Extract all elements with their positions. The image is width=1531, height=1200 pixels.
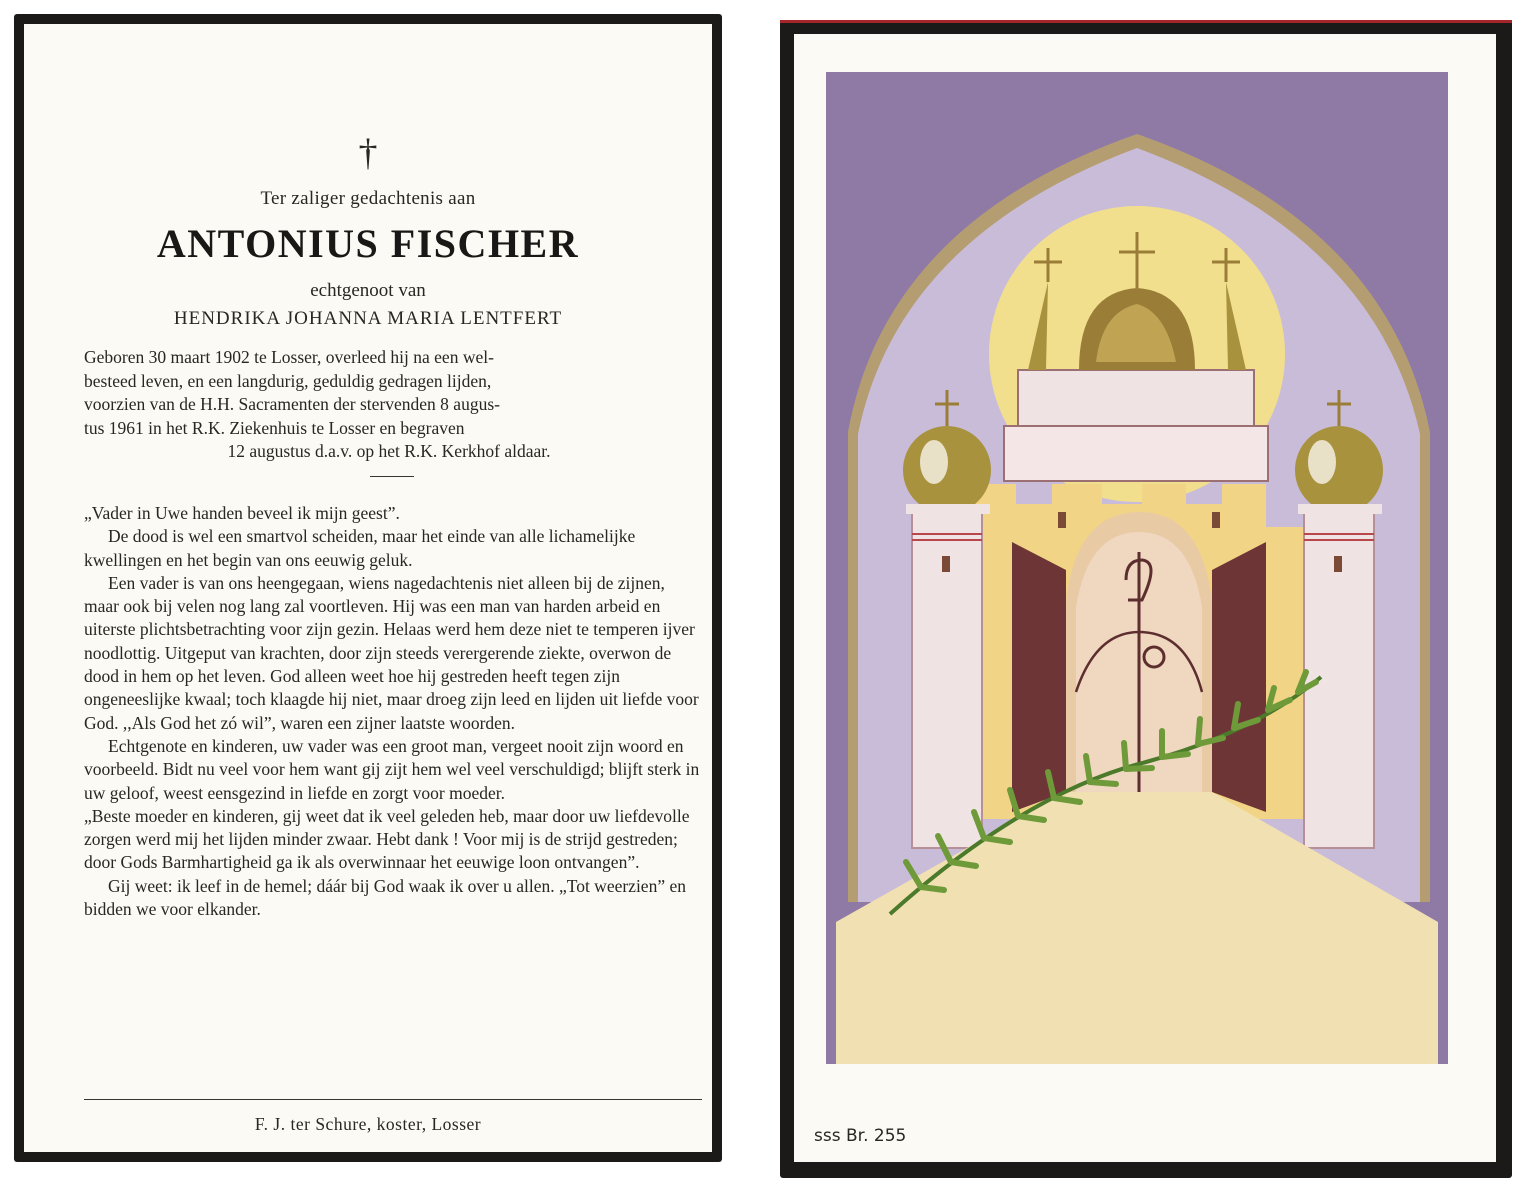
bio-line: voorzien van de H.H. Sacramenten der stervenden 8 augus- bbox=[84, 394, 500, 414]
prayer-paragraph: De dood is wel een smartvol scheiden, maar het einde van alle lichamelijke kwellingen en het begin van ons eeuwig geluk. bbox=[84, 526, 636, 570]
prayer-paragraph: „Beste moeder en kinderen, gij weet dat ik veel geleden heb, maar door uw liefdevolle zorgen werd mij het lijden minder zwaar. Hebt dank ! Voor mij is de strijd gestreden; door Gods Barmhartigheid ga ik als overwinnaar het eeuwige loon ontvangen”. bbox=[84, 805, 690, 873]
deceased-name: ANTONIUS FISCHER bbox=[156, 221, 580, 266]
prayer-paragraph: Echtgenote en kinderen, uw vader was een groot man, vergeet nooit zijn woord en voorbeeld. Bidt nu veel voor hem want gij zijt hem wel veel verschuldigd; blijft sterk in uw geloof, weest eensgezind in liefde en zorgt voor moeder. bbox=[84, 735, 700, 803]
biography bbox=[84, 346, 694, 464]
right-door bbox=[1212, 542, 1266, 812]
prayer-paragraph: Een vader is van ons heengegaan, wiens nagedachtenis niet alleen bij de zijnen, maar ook bij velen nog lang zal voortleven. Hij was een man van harden arbeid en uiterste plichtsbetrachting voor zijn gezin. Helaas werd hem deze niet te temperen ijver noodlottig. Uitgeput van krachten, door zijn steeds verergerende ziekte, overwon de dood in hem op het leven. God alleen weet hoe hij gestreden heeft tegen zijn ongeneeslijke kwaal; toch klaagde hij niet, maar droeg zijn leed en lijden uit liefde voor God. ,,Als God het zó wil”, waren een zijner laatste woorden. bbox=[84, 572, 699, 733]
card-paper bbox=[794, 34, 1496, 1162]
right-onion-dome bbox=[1295, 426, 1383, 514]
bio-line: tus 1961 in het R.K. Ziekenhuis te Losser en begraven bbox=[84, 417, 465, 438]
upper-tier bbox=[1018, 370, 1254, 426]
memorial-intro: Ter zaliger gedachtenis aan bbox=[260, 188, 476, 209]
divider bbox=[84, 1099, 702, 1100]
prayer-text bbox=[84, 502, 704, 921]
bio-line: besteed leven, en een langdurig, geduldig gedragen lijden, bbox=[84, 370, 492, 391]
memorial-card-picture-side bbox=[780, 20, 1512, 1178]
printer-footer: F. J. ter Schure, koster, Losser bbox=[254, 1114, 482, 1134]
memorial-card-text-side bbox=[14, 14, 722, 1162]
church-illustration bbox=[826, 72, 1448, 1064]
spouse-name: HENDRIKA JOHANNA MARIA LENTFERT bbox=[173, 308, 563, 329]
prayer-paragraph: „Vader in Uwe handen beveel ik mijn geest”. bbox=[84, 503, 400, 523]
divider bbox=[370, 476, 414, 477]
cross-icon: † bbox=[358, 132, 378, 174]
spouse-label: echtgenoot van bbox=[310, 280, 426, 301]
card-paper bbox=[24, 24, 712, 1152]
bio-line: 12 augustus d.a.v. op het R.K. Kerkhof aldaar. bbox=[227, 441, 551, 461]
printer-code: sss Br. 255 bbox=[814, 1126, 907, 1146]
bio-line: Geboren 30 maart 1902 te Losser, overleed hij na een wel- bbox=[84, 347, 494, 367]
card-edge bbox=[780, 20, 1512, 23]
prayer-paragraph: Gij weet: ik leef in de hemel; dáár bij God waak ik over u allen. „Tot weerzien” en bidden we voor elkander. bbox=[84, 875, 686, 920]
middle-tier bbox=[1004, 426, 1268, 481]
left-door bbox=[1012, 542, 1066, 812]
